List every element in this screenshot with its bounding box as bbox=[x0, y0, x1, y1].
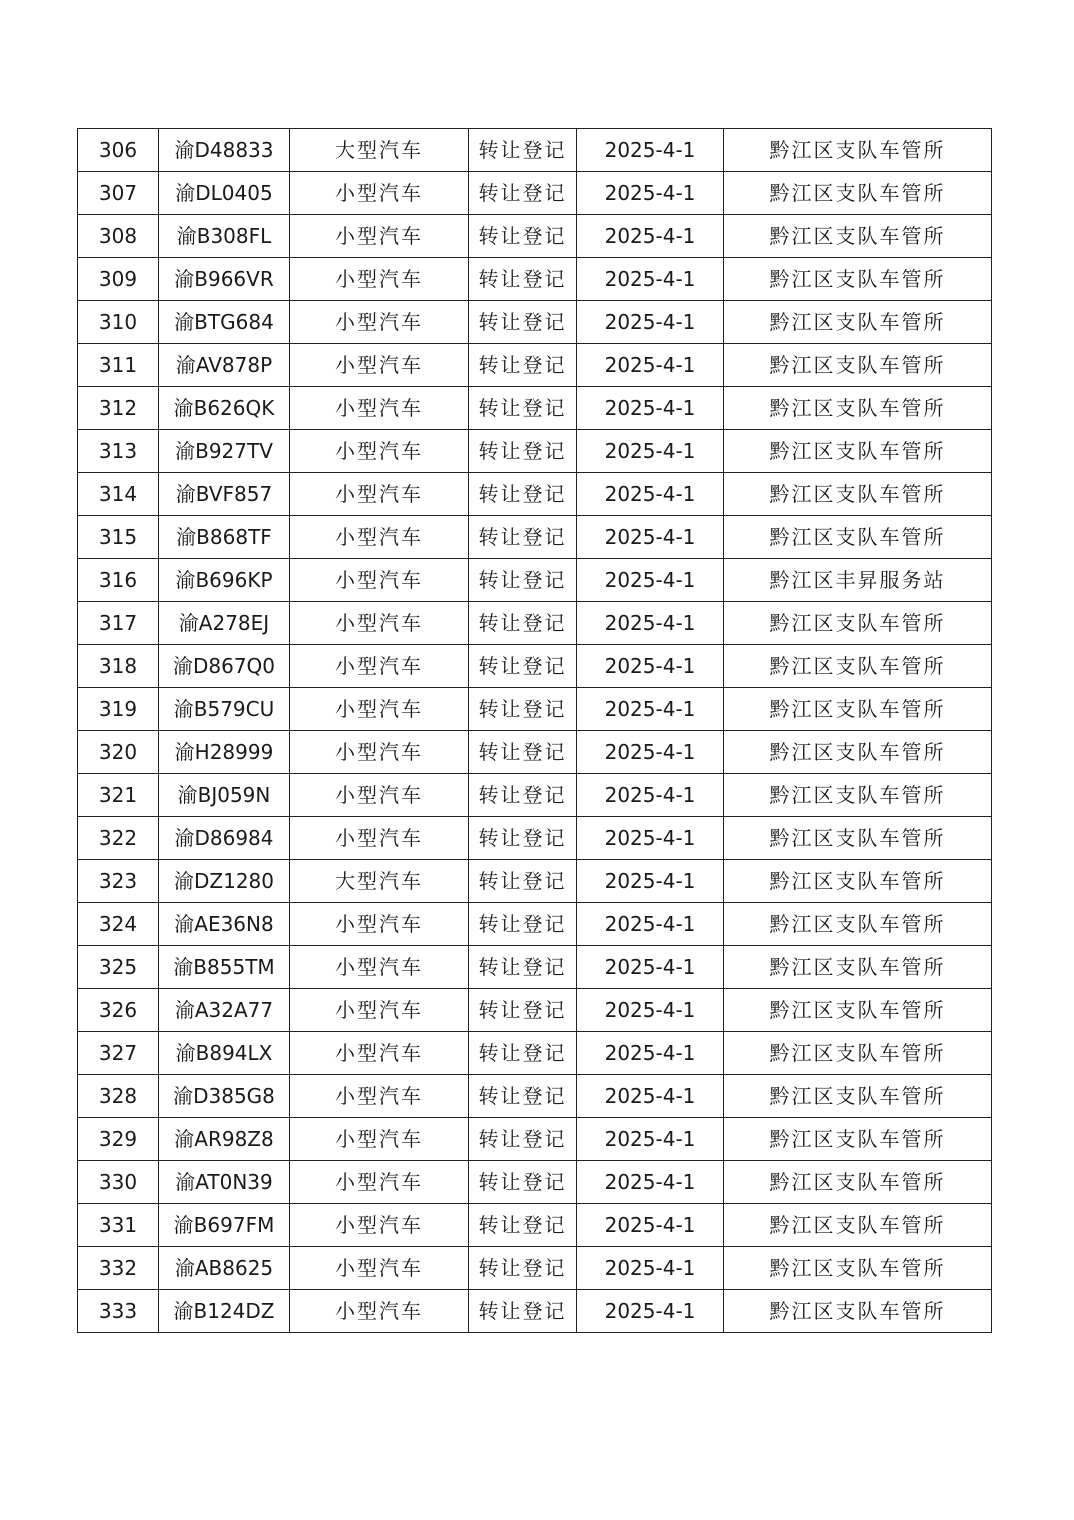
row-number-cell: 315 bbox=[78, 516, 159, 559]
date-cell: 2025-4-1 bbox=[577, 602, 724, 645]
office-cell: 黔江区支队车管所 bbox=[724, 473, 992, 516]
table-row bbox=[78, 172, 992, 215]
row-number-cell: 308 bbox=[78, 215, 159, 258]
date-cell: 2025-4-1 bbox=[577, 1075, 724, 1118]
office-cell: 黔江区支队车管所 bbox=[724, 1161, 992, 1204]
date-cell: 2025-4-1 bbox=[577, 903, 724, 946]
vehicle-type-cell: 小型汽车 bbox=[290, 1161, 469, 1204]
vehicle-type-cell: 小型汽车 bbox=[290, 1118, 469, 1161]
plate-number-cell: 渝AV878P bbox=[159, 344, 290, 387]
table-row bbox=[78, 301, 992, 344]
row-number-cell: 324 bbox=[78, 903, 159, 946]
table-row bbox=[78, 516, 992, 559]
business-type-cell: 转让登记 bbox=[469, 1032, 577, 1075]
date-cell: 2025-4-1 bbox=[577, 1032, 724, 1075]
office-cell: 黔江区支队车管所 bbox=[724, 817, 992, 860]
plate-number-cell: 渝H28999 bbox=[159, 731, 290, 774]
table-row bbox=[78, 1247, 992, 1290]
business-type-cell: 转让登记 bbox=[469, 559, 577, 602]
office-cell: 黔江区支队车管所 bbox=[724, 1075, 992, 1118]
office-cell: 黔江区支队车管所 bbox=[724, 1118, 992, 1161]
business-type-cell: 转让登记 bbox=[469, 516, 577, 559]
business-type-cell: 转让登记 bbox=[469, 817, 577, 860]
vehicle-type-cell: 小型汽车 bbox=[290, 903, 469, 946]
business-type-cell: 转让登记 bbox=[469, 344, 577, 387]
business-type-cell: 转让登记 bbox=[469, 1204, 577, 1247]
office-cell: 黔江区支队车管所 bbox=[724, 688, 992, 731]
business-type-cell: 转让登记 bbox=[469, 1075, 577, 1118]
row-number-cell: 327 bbox=[78, 1032, 159, 1075]
plate-number-cell: 渝B966VR bbox=[159, 258, 290, 301]
table-row bbox=[78, 731, 992, 774]
row-number-cell: 306 bbox=[78, 129, 159, 172]
plate-number-cell: 渝B626QK bbox=[159, 387, 290, 430]
date-cell: 2025-4-1 bbox=[577, 172, 724, 215]
office-cell: 黔江区支队车管所 bbox=[724, 731, 992, 774]
date-cell: 2025-4-1 bbox=[577, 860, 724, 903]
vehicle-type-cell: 小型汽车 bbox=[290, 645, 469, 688]
table-row bbox=[78, 1204, 992, 1247]
vehicle-registration-table bbox=[77, 128, 992, 1333]
business-type-cell: 转让登记 bbox=[469, 602, 577, 645]
date-cell: 2025-4-1 bbox=[577, 1204, 724, 1247]
table-row bbox=[78, 258, 992, 301]
plate-number-cell: 渝BJ059N bbox=[159, 774, 290, 817]
office-cell: 黔江区支队车管所 bbox=[724, 602, 992, 645]
vehicle-type-cell: 小型汽车 bbox=[290, 473, 469, 516]
plate-number-cell: 渝B855TM bbox=[159, 946, 290, 989]
office-cell: 黔江区支队车管所 bbox=[724, 1290, 992, 1333]
row-number-cell: 320 bbox=[78, 731, 159, 774]
business-type-cell: 转让登记 bbox=[469, 1118, 577, 1161]
business-type-cell: 转让登记 bbox=[469, 301, 577, 344]
row-number-cell: 325 bbox=[78, 946, 159, 989]
plate-number-cell: 渝B579CU bbox=[159, 688, 290, 731]
business-type-cell: 转让登记 bbox=[469, 387, 577, 430]
table-row bbox=[78, 903, 992, 946]
row-number-cell: 333 bbox=[78, 1290, 159, 1333]
plate-number-cell: 渝B894LX bbox=[159, 1032, 290, 1075]
table-row bbox=[78, 344, 992, 387]
row-number-cell: 312 bbox=[78, 387, 159, 430]
table-row bbox=[78, 688, 992, 731]
table-row bbox=[78, 946, 992, 989]
office-cell: 黔江区丰昇服务站 bbox=[724, 559, 992, 602]
plate-number-cell: 渝A278EJ bbox=[159, 602, 290, 645]
office-cell: 黔江区支队车管所 bbox=[724, 344, 992, 387]
vehicle-type-cell: 小型汽车 bbox=[290, 172, 469, 215]
vehicle-type-cell: 小型汽车 bbox=[290, 258, 469, 301]
vehicle-type-cell: 小型汽车 bbox=[290, 1075, 469, 1118]
vehicle-type-cell: 小型汽车 bbox=[290, 1247, 469, 1290]
office-cell: 黔江区支队车管所 bbox=[724, 172, 992, 215]
row-number-cell: 332 bbox=[78, 1247, 159, 1290]
date-cell: 2025-4-1 bbox=[577, 387, 724, 430]
plate-number-cell: 渝DZ1280 bbox=[159, 860, 290, 903]
row-number-cell: 318 bbox=[78, 645, 159, 688]
office-cell: 黔江区支队车管所 bbox=[724, 387, 992, 430]
vehicle-type-cell: 小型汽车 bbox=[290, 559, 469, 602]
vehicle-type-cell: 小型汽车 bbox=[290, 301, 469, 344]
table-row bbox=[78, 559, 992, 602]
table-row bbox=[78, 1161, 992, 1204]
office-cell: 黔江区支队车管所 bbox=[724, 258, 992, 301]
plate-number-cell: 渝D385G8 bbox=[159, 1075, 290, 1118]
row-number-cell: 331 bbox=[78, 1204, 159, 1247]
table-row bbox=[78, 129, 992, 172]
plate-number-cell: 渝B124DZ bbox=[159, 1290, 290, 1333]
date-cell: 2025-4-1 bbox=[577, 559, 724, 602]
office-cell: 黔江区支队车管所 bbox=[724, 645, 992, 688]
business-type-cell: 转让登记 bbox=[469, 172, 577, 215]
plate-number-cell: 渝B868TF bbox=[159, 516, 290, 559]
date-cell: 2025-4-1 bbox=[577, 774, 724, 817]
business-type-cell: 转让登记 bbox=[469, 215, 577, 258]
row-number-cell: 319 bbox=[78, 688, 159, 731]
date-cell: 2025-4-1 bbox=[577, 258, 724, 301]
date-cell: 2025-4-1 bbox=[577, 1290, 724, 1333]
office-cell: 黔江区支队车管所 bbox=[724, 430, 992, 473]
office-cell: 黔江区支队车管所 bbox=[724, 989, 992, 1032]
plate-number-cell: 渝B697FM bbox=[159, 1204, 290, 1247]
office-cell: 黔江区支队车管所 bbox=[724, 215, 992, 258]
plate-number-cell: 渝B308FL bbox=[159, 215, 290, 258]
vehicle-type-cell: 小型汽车 bbox=[290, 688, 469, 731]
date-cell: 2025-4-1 bbox=[577, 645, 724, 688]
business-type-cell: 转让登记 bbox=[469, 860, 577, 903]
row-number-cell: 326 bbox=[78, 989, 159, 1032]
table-row bbox=[78, 1075, 992, 1118]
office-cell: 黔江区支队车管所 bbox=[724, 516, 992, 559]
plate-number-cell: 渝AE36N8 bbox=[159, 903, 290, 946]
office-cell: 黔江区支队车管所 bbox=[724, 301, 992, 344]
business-type-cell: 转让登记 bbox=[469, 989, 577, 1032]
business-type-cell: 转让登记 bbox=[469, 473, 577, 516]
row-number-cell: 314 bbox=[78, 473, 159, 516]
table-row bbox=[78, 860, 992, 903]
vehicle-type-cell: 小型汽车 bbox=[290, 817, 469, 860]
plate-number-cell: 渝D86984 bbox=[159, 817, 290, 860]
table-row bbox=[78, 1118, 992, 1161]
table-row bbox=[78, 473, 992, 516]
plate-number-cell: 渝BTG684 bbox=[159, 301, 290, 344]
plate-number-cell: 渝AB8625 bbox=[159, 1247, 290, 1290]
date-cell: 2025-4-1 bbox=[577, 1161, 724, 1204]
business-type-cell: 转让登记 bbox=[469, 258, 577, 301]
business-type-cell: 转让登记 bbox=[469, 946, 577, 989]
table-row bbox=[78, 817, 992, 860]
row-number-cell: 321 bbox=[78, 774, 159, 817]
business-type-cell: 转让登记 bbox=[469, 1290, 577, 1333]
date-cell: 2025-4-1 bbox=[577, 215, 724, 258]
date-cell: 2025-4-1 bbox=[577, 731, 724, 774]
vehicle-type-cell: 小型汽车 bbox=[290, 344, 469, 387]
vehicle-type-cell: 大型汽车 bbox=[290, 129, 469, 172]
date-cell: 2025-4-1 bbox=[577, 688, 724, 731]
row-number-cell: 316 bbox=[78, 559, 159, 602]
office-cell: 黔江区支队车管所 bbox=[724, 946, 992, 989]
plate-number-cell: 渝AT0N39 bbox=[159, 1161, 290, 1204]
plate-number-cell: 渝BVF857 bbox=[159, 473, 290, 516]
vehicle-type-cell: 小型汽车 bbox=[290, 387, 469, 430]
vehicle-type-cell: 小型汽车 bbox=[290, 989, 469, 1032]
office-cell: 黔江区支队车管所 bbox=[724, 1032, 992, 1075]
office-cell: 黔江区支队车管所 bbox=[724, 903, 992, 946]
date-cell: 2025-4-1 bbox=[577, 129, 724, 172]
row-number-cell: 329 bbox=[78, 1118, 159, 1161]
vehicle-type-cell: 小型汽车 bbox=[290, 516, 469, 559]
table-body bbox=[78, 129, 992, 1333]
business-type-cell: 转让登记 bbox=[469, 903, 577, 946]
date-cell: 2025-4-1 bbox=[577, 1247, 724, 1290]
row-number-cell: 310 bbox=[78, 301, 159, 344]
vehicle-type-cell: 大型汽车 bbox=[290, 860, 469, 903]
plate-number-cell: 渝A32A77 bbox=[159, 989, 290, 1032]
date-cell: 2025-4-1 bbox=[577, 430, 724, 473]
office-cell: 黔江区支队车管所 bbox=[724, 129, 992, 172]
row-number-cell: 309 bbox=[78, 258, 159, 301]
business-type-cell: 转让登记 bbox=[469, 731, 577, 774]
table-row bbox=[78, 774, 992, 817]
plate-number-cell: 渝D48833 bbox=[159, 129, 290, 172]
table-row bbox=[78, 602, 992, 645]
date-cell: 2025-4-1 bbox=[577, 301, 724, 344]
row-number-cell: 328 bbox=[78, 1075, 159, 1118]
plate-number-cell: 渝B927TV bbox=[159, 430, 290, 473]
office-cell: 黔江区支队车管所 bbox=[724, 1204, 992, 1247]
table-row bbox=[78, 645, 992, 688]
vehicle-type-cell: 小型汽车 bbox=[290, 946, 469, 989]
business-type-cell: 转让登记 bbox=[469, 1161, 577, 1204]
office-cell: 黔江区支队车管所 bbox=[724, 860, 992, 903]
row-number-cell: 311 bbox=[78, 344, 159, 387]
date-cell: 2025-4-1 bbox=[577, 344, 724, 387]
vehicle-type-cell: 小型汽车 bbox=[290, 1032, 469, 1075]
table-row bbox=[78, 387, 992, 430]
business-type-cell: 转让登记 bbox=[469, 774, 577, 817]
row-number-cell: 322 bbox=[78, 817, 159, 860]
table-row bbox=[78, 430, 992, 473]
vehicle-type-cell: 小型汽车 bbox=[290, 731, 469, 774]
date-cell: 2025-4-1 bbox=[577, 516, 724, 559]
date-cell: 2025-4-1 bbox=[577, 1118, 724, 1161]
vehicle-type-cell: 小型汽车 bbox=[290, 215, 469, 258]
table-row bbox=[78, 989, 992, 1032]
vehicle-type-cell: 小型汽车 bbox=[290, 602, 469, 645]
row-number-cell: 317 bbox=[78, 602, 159, 645]
date-cell: 2025-4-1 bbox=[577, 989, 724, 1032]
row-number-cell: 330 bbox=[78, 1161, 159, 1204]
row-number-cell: 313 bbox=[78, 430, 159, 473]
business-type-cell: 转让登记 bbox=[469, 1247, 577, 1290]
office-cell: 黔江区支队车管所 bbox=[724, 1247, 992, 1290]
row-number-cell: 323 bbox=[78, 860, 159, 903]
table-row bbox=[78, 1032, 992, 1075]
office-cell: 黔江区支队车管所 bbox=[724, 774, 992, 817]
plate-number-cell: 渝AR98Z8 bbox=[159, 1118, 290, 1161]
business-type-cell: 转让登记 bbox=[469, 430, 577, 473]
vehicle-type-cell: 小型汽车 bbox=[290, 1290, 469, 1333]
business-type-cell: 转让登记 bbox=[469, 129, 577, 172]
vehicle-type-cell: 小型汽车 bbox=[290, 1204, 469, 1247]
row-number-cell: 307 bbox=[78, 172, 159, 215]
table-row bbox=[78, 1290, 992, 1333]
vehicle-type-cell: 小型汽车 bbox=[290, 430, 469, 473]
business-type-cell: 转让登记 bbox=[469, 688, 577, 731]
date-cell: 2025-4-1 bbox=[577, 817, 724, 860]
plate-number-cell: 渝B696KP bbox=[159, 559, 290, 602]
plate-number-cell: 渝DL0405 bbox=[159, 172, 290, 215]
plate-number-cell: 渝D867Q0 bbox=[159, 645, 290, 688]
business-type-cell: 转让登记 bbox=[469, 645, 577, 688]
date-cell: 2025-4-1 bbox=[577, 473, 724, 516]
date-cell: 2025-4-1 bbox=[577, 946, 724, 989]
table-row bbox=[78, 215, 992, 258]
vehicle-type-cell: 小型汽车 bbox=[290, 774, 469, 817]
